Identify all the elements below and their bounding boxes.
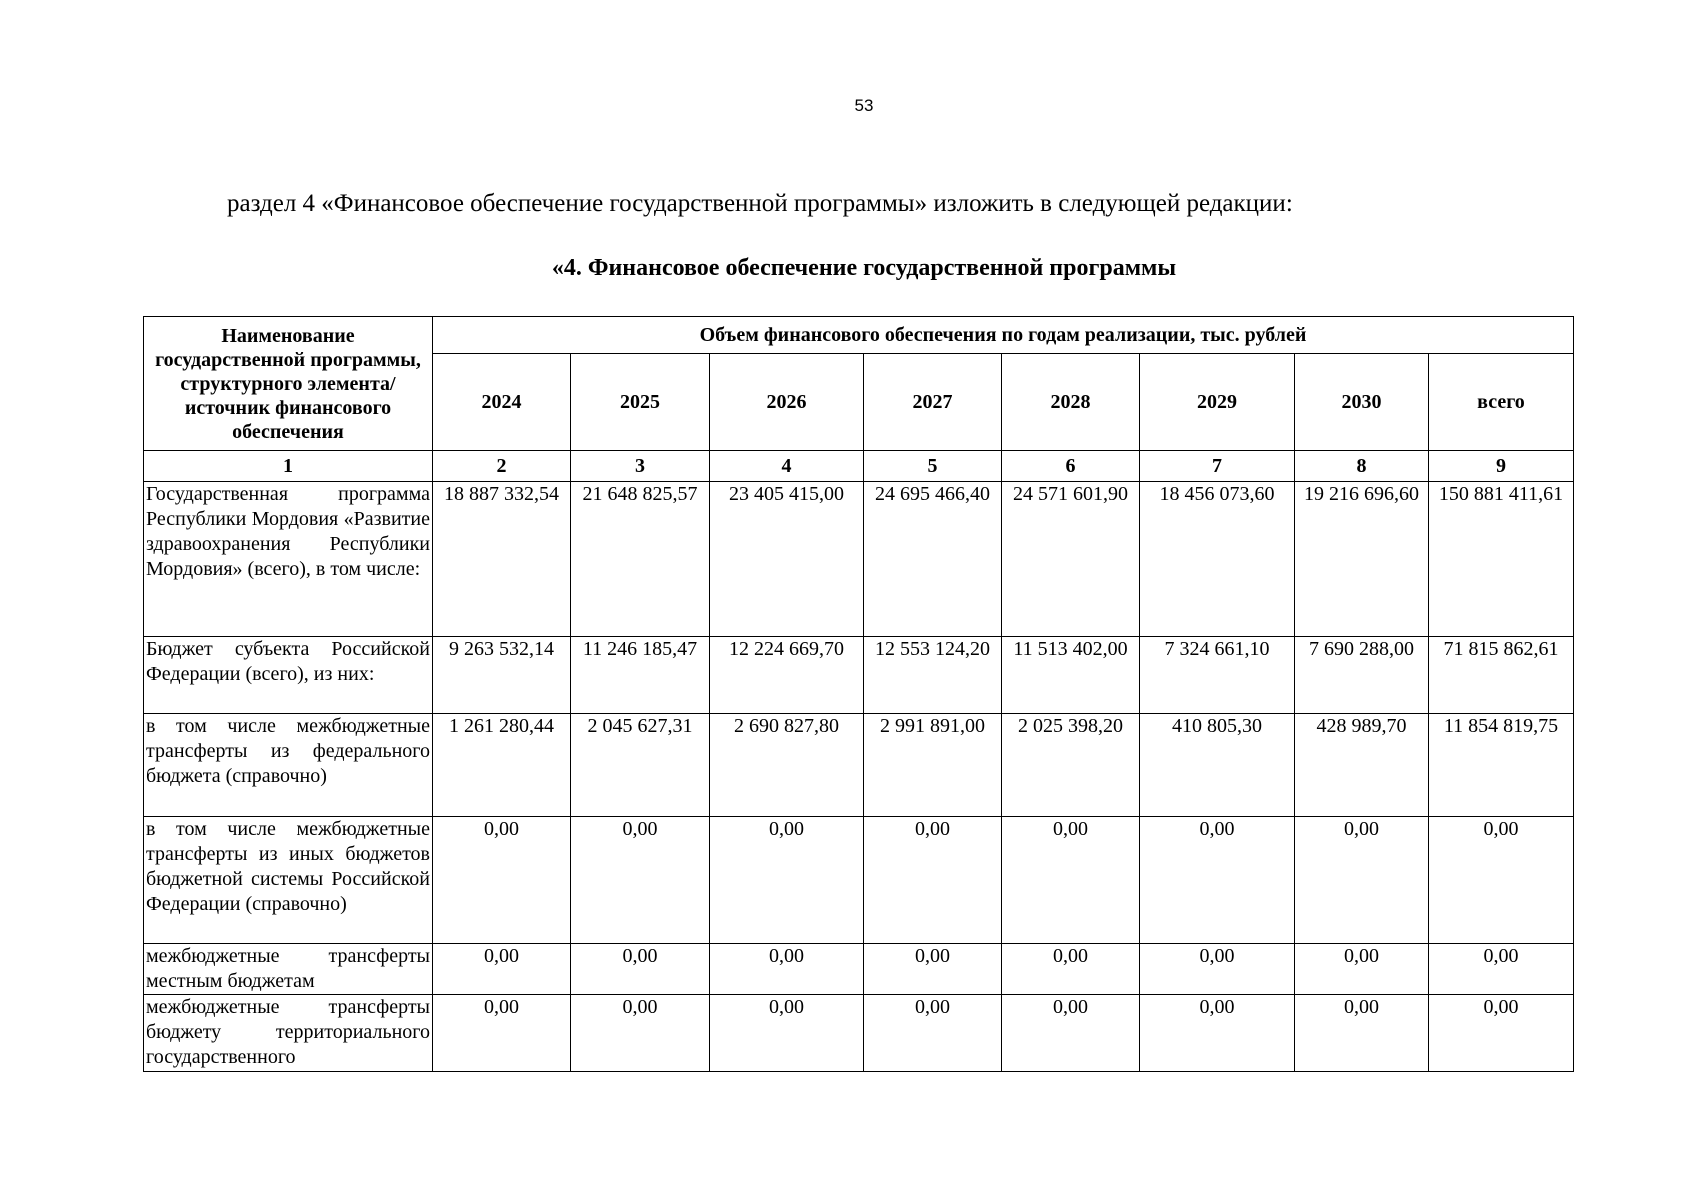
year-header: 2028 xyxy=(1002,354,1140,451)
row-value: 0,00 xyxy=(1002,995,1140,1072)
table-row xyxy=(144,637,1574,714)
year-header: 2024 xyxy=(433,354,571,451)
row-value: 9 263 532,14 xyxy=(433,637,571,714)
row-value: 0,00 xyxy=(1002,817,1140,944)
row-value: 0,00 xyxy=(1140,944,1295,995)
row-value: 2 045 627,31 xyxy=(571,714,710,817)
financing-table xyxy=(143,316,1574,1072)
column-number: 4 xyxy=(710,451,864,482)
row-value: 1 261 280,44 xyxy=(433,714,571,817)
row-value: 24 695 466,40 xyxy=(864,482,1002,637)
row-value: 0,00 xyxy=(710,817,864,944)
column-number: 1 xyxy=(144,451,433,482)
row-value: 0,00 xyxy=(433,817,571,944)
row-value: 0,00 xyxy=(1140,995,1295,1072)
row-value: 12 224 669,70 xyxy=(710,637,864,714)
row-value: 410 805,30 xyxy=(1140,714,1295,817)
page-number: 53 xyxy=(854,96,874,115)
column-number: 7 xyxy=(1140,451,1295,482)
total-header: всего xyxy=(1429,354,1574,451)
row-total: 150 881 411,61 xyxy=(1429,482,1574,637)
row-value: 18 456 073,60 xyxy=(1140,482,1295,637)
table-row xyxy=(144,714,1574,817)
table-row xyxy=(144,482,1574,637)
row-value: 7 690 288,00 xyxy=(1295,637,1429,714)
year-header: 2025 xyxy=(571,354,710,451)
row-value: 0,00 xyxy=(433,995,571,1072)
row-value: 11 513 402,00 xyxy=(1002,637,1140,714)
row-name: межбюджетные трансферты местным бюджетам xyxy=(144,944,433,995)
name-column-header: Наименование государственной программы, структурного элемента/источник финансового обеспечения xyxy=(144,317,433,451)
intro-text: раздел 4 «Финансовое обеспечение государственной программы» изложить в следующей редакции: xyxy=(227,190,1293,217)
row-total: 11 854 819,75 xyxy=(1429,714,1574,817)
row-value: 0,00 xyxy=(864,995,1002,1072)
row-value: 0,00 xyxy=(433,944,571,995)
year-header: 2027 xyxy=(864,354,1002,451)
row-total: 0,00 xyxy=(1429,817,1574,944)
table-row xyxy=(144,817,1574,944)
row-value: 0,00 xyxy=(864,944,1002,995)
row-value: 0,00 xyxy=(1295,944,1429,995)
row-value: 23 405 415,00 xyxy=(710,482,864,637)
row-total: 0,00 xyxy=(1429,995,1574,1072)
row-value: 19 216 696,60 xyxy=(1295,482,1429,637)
row-value: 12 553 124,20 xyxy=(864,637,1002,714)
row-value: 0,00 xyxy=(571,995,710,1072)
row-value: 0,00 xyxy=(710,944,864,995)
year-header: 2029 xyxy=(1140,354,1295,451)
row-value: 11 246 185,47 xyxy=(571,637,710,714)
row-name: Государственная программа Республики Мордовия «Развитие здравоохранения Республики Мордовия» (всего), в том числе: xyxy=(144,482,433,637)
column-number-row xyxy=(144,451,1574,482)
row-value: 0,00 xyxy=(710,995,864,1072)
row-value: 7 324 661,10 xyxy=(1140,637,1295,714)
row-value: 18 887 332,54 xyxy=(433,482,571,637)
row-value: 0,00 xyxy=(864,817,1002,944)
row-name: межбюджетные трансферты бюджету территориального государственного xyxy=(144,995,433,1072)
row-name: в том числе межбюджетные трансферты из иных бюджетов бюджетной системы Российской Федерации (справочно) xyxy=(144,817,433,944)
section-heading: «4. Финансовое обеспечение государственной программы xyxy=(551,255,1177,281)
row-value: 428 989,70 xyxy=(1295,714,1429,817)
column-number: 5 xyxy=(864,451,1002,482)
row-value: 0,00 xyxy=(571,817,710,944)
row-total: 71 815 862,61 xyxy=(1429,637,1574,714)
column-number: 3 xyxy=(571,451,710,482)
column-number: 2 xyxy=(433,451,571,482)
row-value: 21 648 825,57 xyxy=(571,482,710,637)
row-value: 0,00 xyxy=(1140,817,1295,944)
header-row xyxy=(144,317,1574,354)
row-name: в том числе межбюджетные трансферты из федерального бюджета (справочно) xyxy=(144,714,433,817)
volume-header: Объем финансового обеспечения по годам реализации, тыс. рублей xyxy=(433,317,1574,354)
row-value: 0,00 xyxy=(1295,995,1429,1072)
table-row xyxy=(144,995,1574,1072)
table-row xyxy=(144,944,1574,995)
row-value: 0,00 xyxy=(1002,944,1140,995)
column-number: 8 xyxy=(1295,451,1429,482)
column-number: 6 xyxy=(1002,451,1140,482)
row-value: 2 690 827,80 xyxy=(710,714,864,817)
column-number: 9 xyxy=(1429,451,1574,482)
row-name: Бюджет субъекта Российской Федерации (всего), из них: xyxy=(144,637,433,714)
row-value: 0,00 xyxy=(1295,817,1429,944)
row-total: 0,00 xyxy=(1429,944,1574,995)
row-value: 0,00 xyxy=(571,944,710,995)
row-value: 24 571 601,90 xyxy=(1002,482,1140,637)
row-value: 2 025 398,20 xyxy=(1002,714,1140,817)
year-header: 2030 xyxy=(1295,354,1429,451)
year-header: 2026 xyxy=(710,354,864,451)
row-value: 2 991 891,00 xyxy=(864,714,1002,817)
